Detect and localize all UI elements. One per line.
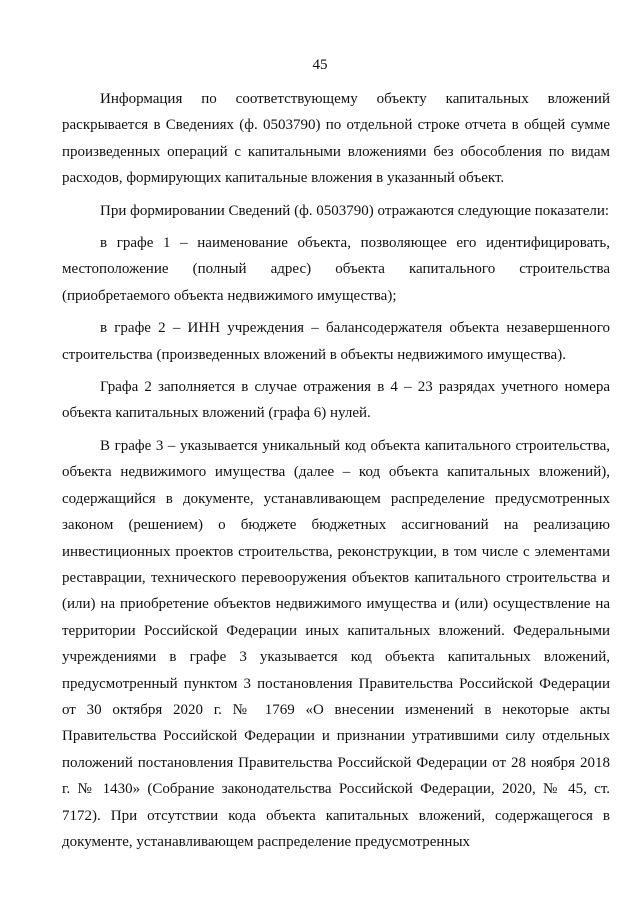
paragraph: Графа 2 заполняется в случае отражения в 4 – 23 разрядах учетного номера объекта капитальных вложений (графа 6) нулей.: [62, 379, 610, 422]
paragraph: в графе 1 – наименование объекта, позволяющее его идентифицировать, местоположение (полный адрес) объекта капитального строительства (приобретаемого объекта недвижимого имущества);: [62, 235, 610, 304]
paragraph: в графе 2 – ИНН учреждения – балансодержателя объекта незавершенного строительства (произведенных вложений в объекты недвижимого имущества).: [62, 320, 610, 363]
paragraph: В графе 3 – указывается уникальный код объекта капитального строительства, объекта недвижимого имущества (далее – код объекта капитальных вложений), содержащийся в документе, устанавливающем распределение предусмотренных законом (решением) о бюджете бюджетных ассигнований на реализацию инвестиционных проектов строительства, реконструкции, в том числе с элементами реставрации, технического перевооружения объектов капитального строительства и (или) на приобретение объектов недвижимого имущества и (или) осуществление на территории Российской Федерации иных капитальных вложений. Федеральными учреждениями в графе 3 указывается код объекта капитальных вложений, предусмотренный пунктом 3 постановления Правительства Российской Федерации от 30 октября 2020 г. № 1769 «О внесении изменений в некоторые акты Правительства Российской Федерации и признании утратившими силу отдельных положений постановления Правительства Российской Федерации от 28 ноября 2018 г. № 1430» (Собрание законодательства Российской Федерации, 2020, № 45, ст. 7172). При отсутствии кода объекта капитальных вложений, содержащегося в документе, устанавливающем распределение предусмотренных: [62, 437, 610, 850]
document-body: [62, 86, 610, 861]
paragraph: При формировании Сведений (ф. 0503790) отражаются следующие показатели:: [100, 202, 610, 219]
paragraph: Информация по соответствующему объекту капитальных вложений раскрывается в Сведениях (ф. 0503790) по отдельной строке отчета в общей сумме произведенных операций с капитальными вложениями без обособления по видам расходов, формирующих капитальные вложения в указанный объект.: [62, 91, 610, 187]
page-number: 45: [312, 57, 328, 73]
